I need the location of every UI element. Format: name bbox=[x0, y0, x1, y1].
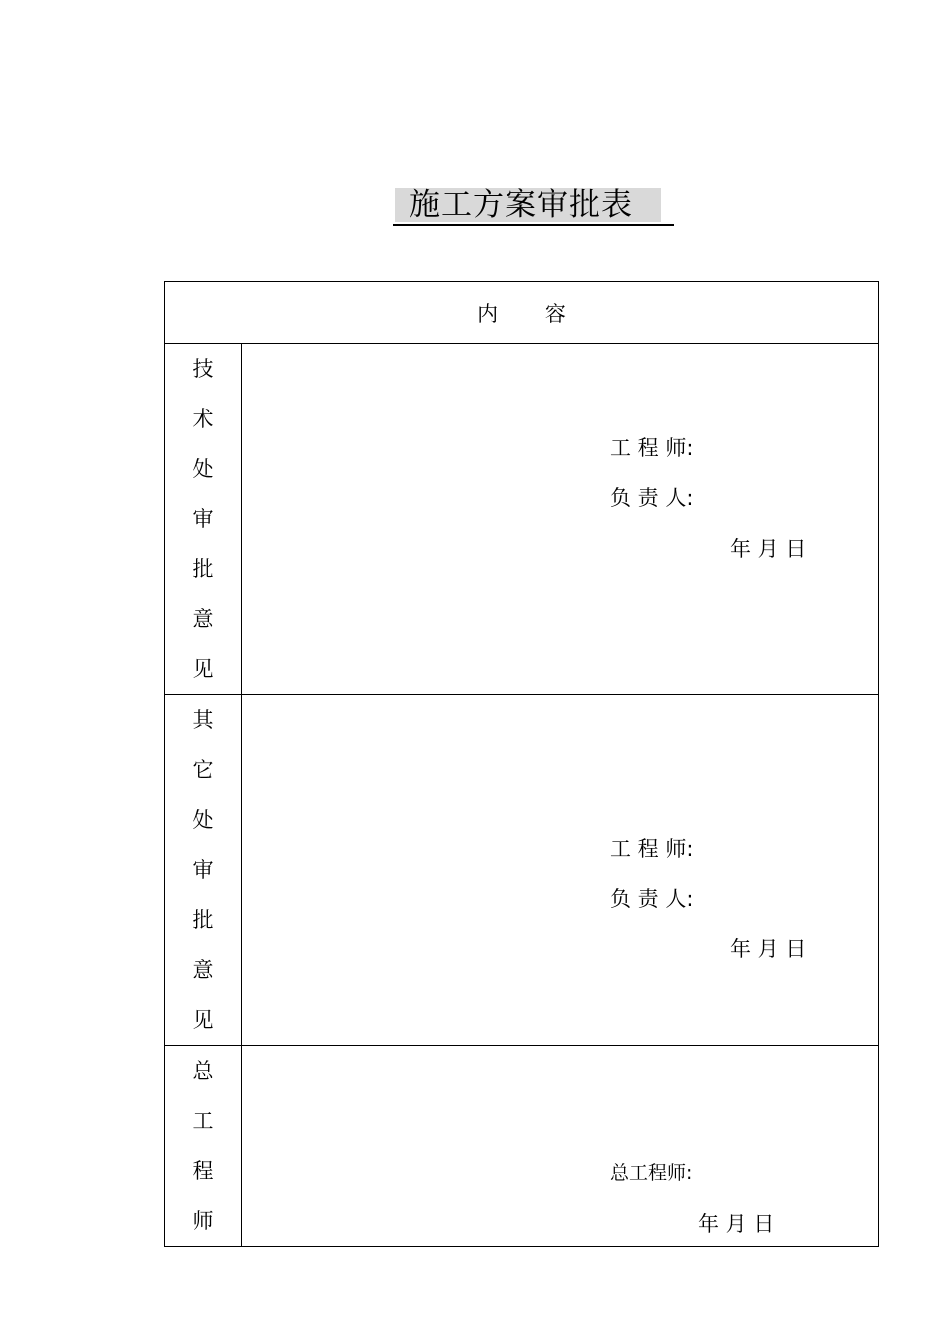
label-char: 审 bbox=[192, 858, 214, 882]
label-char: 见 bbox=[192, 1008, 214, 1032]
label-char: 技 bbox=[192, 357, 214, 381]
label-char: 见 bbox=[192, 657, 214, 681]
engineer-label: 工 程 师: bbox=[610, 837, 694, 861]
label-char: 它 bbox=[192, 758, 214, 782]
responsible-label: 负 责 人: bbox=[610, 887, 694, 911]
label-char: 处 bbox=[192, 457, 214, 481]
label-char: 处 bbox=[192, 808, 214, 832]
label-char: 批 bbox=[192, 908, 214, 932]
label-char: 工 bbox=[192, 1109, 214, 1133]
section-row-technical bbox=[165, 344, 879, 695]
section-label-technical bbox=[165, 344, 242, 695]
date-label: 年 月 日 bbox=[730, 537, 807, 561]
date-label: 年 月 日 bbox=[698, 1212, 775, 1236]
content-header-cell bbox=[165, 282, 879, 344]
content-header: 内 容 bbox=[477, 301, 566, 326]
responsible-label: 负 责 人: bbox=[610, 486, 694, 510]
label-char: 程 bbox=[192, 1159, 214, 1183]
label-char: 批 bbox=[192, 557, 214, 581]
engineer-label: 工 程 师: bbox=[610, 436, 694, 460]
label-char: 意 bbox=[192, 958, 214, 982]
approval-form-table bbox=[164, 281, 879, 1247]
label-char: 总 bbox=[192, 1059, 214, 1083]
label-char: 其 bbox=[192, 708, 214, 732]
section-label-chief-engineer bbox=[165, 1046, 242, 1247]
date-label: 年 月 日 bbox=[730, 937, 807, 961]
title-underline bbox=[393, 224, 674, 226]
header-row bbox=[165, 282, 879, 344]
page-title: 施工方案审批表 bbox=[409, 187, 633, 223]
section-row-chief-engineer bbox=[165, 1046, 879, 1247]
section-content-chief-engineer[interactable] bbox=[242, 1046, 879, 1247]
label-char: 意 bbox=[192, 607, 214, 631]
section-label-other bbox=[165, 695, 242, 1046]
label-char: 审 bbox=[192, 507, 214, 531]
label-char: 师 bbox=[192, 1209, 214, 1233]
chief-engineer-label: 总工程师: bbox=[610, 1162, 693, 1184]
section-content-other[interactable] bbox=[242, 695, 879, 1046]
section-content-technical[interactable] bbox=[242, 344, 879, 695]
label-char: 术 bbox=[192, 407, 214, 431]
section-row-other bbox=[165, 695, 879, 1046]
title-block bbox=[393, 186, 674, 228]
